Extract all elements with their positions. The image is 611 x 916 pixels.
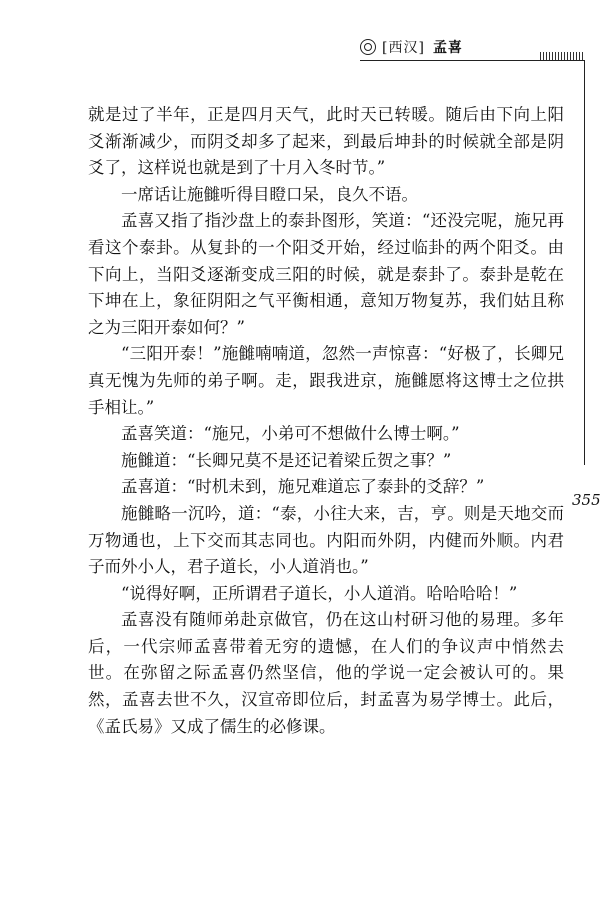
- header-dynasty: [西汉]: [382, 40, 425, 56]
- paragraph: 就是过了半年，正是四月天气，此时天已转暖。随后由下向上阳爻渐渐减少，而阴爻却多了起来，到最后坤卦的时候就全部是阴爻了，这样说也就是到了十月入冬时节。”: [88, 105, 564, 178]
- header-title: 孟喜: [432, 40, 463, 56]
- circle-ornament-icon: [360, 39, 376, 55]
- body-text: [88, 102, 564, 740]
- paragraph: 孟喜笑道：“施兄，小弟可不想做什么博士啊。”: [121, 424, 460, 444]
- paragraph: 施雠略一沉吟，道：“泰，小往大来，吉，亨。则是天地交而万物通也，上下交而其志同也。内阳而外阴，内健而外顺。内君子而外小人，君子道长，小人道消也。”: [88, 503, 564, 577]
- paragraph: “说得好啊，正所谓君子道长，小人道消。哈哈哈哈！”: [121, 583, 518, 603]
- paragraph: 一席话让施雠听得目瞪口呆，良久不语。: [121, 184, 418, 204]
- corner-hatch-decoration: [540, 52, 585, 60]
- paragraph: 孟喜又指了指沙盘上的泰卦图形，笑道：“还没完呢，施兄再看这个泰卦。从复卦的一个阳爻开始，经过临卦的两个阳爻。由下向上，当阳爻逐渐变成三阳的时候，就是泰卦了。泰卦是乾在下坤在上，象征阴阳之气平衡相通，意知万物复苏，我们姑且称之为三阳开泰如何？”: [88, 211, 564, 337]
- margin-rule: [584, 60, 585, 465]
- paragraph: 孟喜道：“时机未到，施兄难道忘了泰卦的爻辞？”: [121, 477, 485, 497]
- paragraph: “三阳开泰！”施雠喃喃道，忽然一声惊喜：“好极了，长卿兄真无愧为先师的弟子啊。走，跟我进京，施雠愿将这博士之位拱手相让。”: [88, 344, 564, 417]
- running-header: [360, 36, 463, 58]
- header-rule: [360, 60, 585, 61]
- page-number: 355: [572, 491, 601, 509]
- paragraph: 孟喜没有随师弟赴京做官，仍在这山村研习他的易理。多年后，一代宗师孟喜带着无穷的遗憾，在人们的争议声中悄然去世。在弥留之际孟喜仍然坚信，他的学说一定会被认可的。果然，孟喜去世不久，汉宣帝即位后，封孟喜为易学博士。此后，《孟氏易》又成了儒生的必修课。: [88, 610, 564, 736]
- paragraph: 施雠道：“长卿兄莫不是还记着梁丘贺之事？”: [121, 450, 452, 470]
